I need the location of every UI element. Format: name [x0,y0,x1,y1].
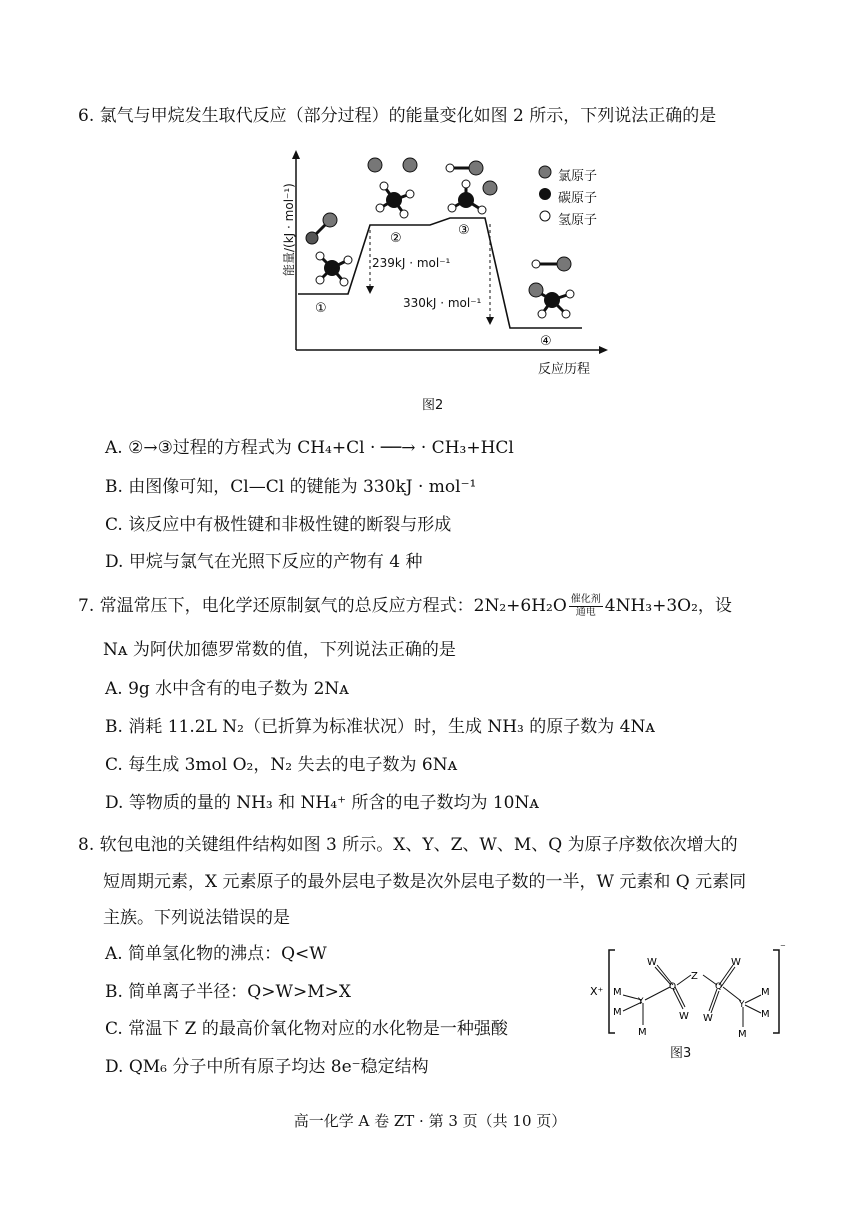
q7-stem-post: 4NH₃+3O₂，设 [604,596,732,616]
legend [539,166,551,221]
charge-label: ⁻ [780,945,786,954]
q6-option-c: C. 该反应中有极性键和非极性键的断裂与形成 [105,515,452,535]
legend-chlorine: 氯原子 [558,169,598,184]
stage4-molecules [529,257,574,318]
q8-stem-line2: 短周期元素，X 元素原子的最外层电子数是次外层电子数的一半，W 元素和 Q 元素同 [103,872,747,892]
q7-option-d: D. 等物质的量的 NH₃ 和 NH₄⁺ 所含的电子数均为 10Nᴀ [105,793,539,813]
reaction-axis-label: 反应历程 [538,362,591,377]
stage-1-label: ① [315,301,327,316]
catalyst-top: 催化剂 [570,594,601,605]
catalyst-arrow [569,594,603,619]
q7-option-b: B. 消耗 11.2L N₂（已折算为标准状况）时，生成 NH₃ 的原子数为 4Nᴀ [105,717,655,737]
q7-option-a: A. 9g 水中含有的电子数为 2Nᴀ [105,679,349,699]
energy-axis-label: 能量/(kJ · mol⁻¹) [282,183,296,276]
stage-4-label: ④ [540,334,552,349]
atom-w-3: W [731,957,741,968]
q6-stem: 6. 氯气与甲烷发生取代反应（部分过程）的能量变化如图 2 所示，下列说法正确的是 [78,106,717,126]
figure-2-caption: 图2 [422,398,444,413]
q7-stem-pre: 7. 常温常压下，电化学还原制氨气的总反应方程式：2N₂+6H₂O [78,596,567,616]
atom-w-2: W [679,1011,689,1022]
energy-330-label: 330kJ · mol⁻¹ [403,296,482,310]
stage2-molecules [368,158,417,218]
atom-q-1: Q [669,982,677,992]
atom-m-1: M [613,987,622,998]
atom-y-1: Y [638,997,644,1007]
q7-stem-line2: Nᴀ 为阿伏加德罗常数的值，下列说法正确的是 [103,640,456,660]
legend-hydrogen: 氢原子 [558,213,598,228]
legend-carbon: 碳原子 [558,191,598,206]
stage-3-label: ③ [458,223,470,238]
atom-w-1: W [647,957,657,968]
energy-239-label: 239kJ · mol⁻¹ [372,256,451,270]
atom-z: Z [691,971,698,982]
atom-m-5: M [761,1009,770,1020]
catalyst-bottom: 通电 [575,607,596,618]
q6-option-a: A. ②→③过程的方程式为 CH₄+Cl · ──→ · CH₃+HCl [105,438,514,458]
atom-y-2: Y [739,1000,745,1010]
stage3-molecules [446,161,497,214]
structure-diagram [585,945,800,1040]
q7-stem [78,594,732,619]
q8-option-a: A. 简单氢化物的沸点：Q<W [105,944,327,964]
q6-option-d: D. 甲烷与氯气在光照下反应的产物有 4 种 [105,552,423,572]
q6-option-b: B. 由图像可知，Cl—Cl 的键能为 330kJ · mol⁻¹ [105,477,477,497]
q8-option-c: C. 常温下 Z 的最高价氧化物对应的水化物是一种强酸 [105,1019,508,1039]
atom-m-2: M [613,1007,622,1018]
atom-q-2: Q [715,982,723,992]
atom-m-4: M [761,987,770,998]
stage-2-label: ② [390,231,402,246]
atom-m-6: M [738,1029,747,1040]
cation-label: X⁺ [590,985,604,998]
figure-3-caption: 图3 [670,1046,692,1061]
q8-option-b: B. 简单离子半径：Q>W>M>X [105,982,351,1002]
page-footer: 高一化学 A 卷 ZT · 第 3 页（共 10 页） [293,1112,567,1130]
q8-stem-line1: 8. 软包电池的关键组件结构如图 3 所示。X、Y、Z、W、M、Q 为原子序数依次增大的 [78,835,738,855]
q8-option-d: D. QM₆ 分子中所有原子均达 8e⁻稳定结构 [105,1057,429,1077]
q7-option-c: C. 每生成 3mol O₂，N₂ 失去的电子数为 6Nᴀ [105,755,458,775]
atom-w-4: W [703,1013,713,1024]
atom-m-3: M [638,1027,647,1038]
stage1-molecules [306,213,352,286]
q8-stem-line3: 主族。下列说法错误的是 [103,908,290,928]
